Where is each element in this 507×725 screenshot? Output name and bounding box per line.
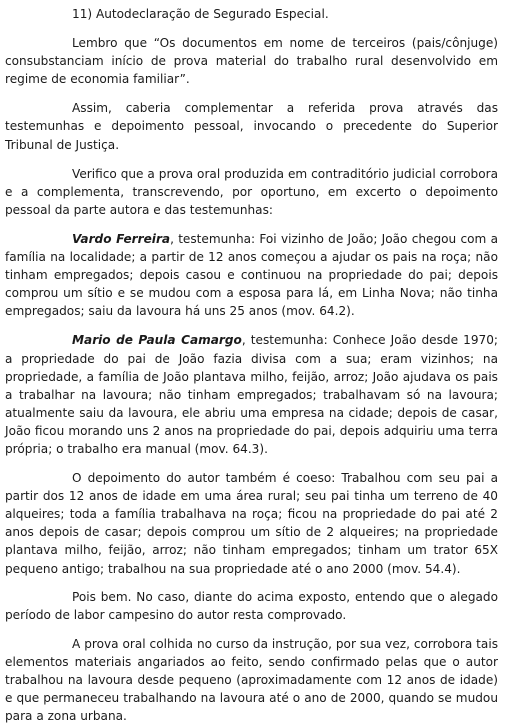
witness-testimony: , testemunha: Foi vizinho de João; João chegou com a família na localidade; a partir de 12 anos começou a ajudar os pais na roça; não tinham empregados; depois casou e continuou na propriedade do pai; depois comprou um sítio e se mudou com a esposa para lá, em Linha Nova; não tinha empregados; saiu da lavoura há uns 25 anos (mov. 64.2). (5, 231, 498, 319)
paragraph-complement-proof: Assim, caberia complementar a referida prova através das testemunhas e depoimento pessoal, invocando o precedente do Superior Tribunal de Justiça. (5, 101, 498, 152)
section-heading: 11) Autodeclaração de Segurado Especial. (72, 7, 329, 21)
paragraph-oral-evidence: Verifico que a prova oral produzida em contraditório judicial corrobora e a complementa, transcrevendo, por oportuno, em excerto o depoimento pessoal da parte autora e das testemunhas: (5, 166, 498, 217)
paragraph-witness-vardo (5, 230, 498, 320)
paragraph-oral-proof-summary: A prova oral colhida no curso da instrução, por sua vez, corrobora tais elementos materiais angariados ao feito, sendo confirmado pelas que o autor trabalhou na lavoura desde pequeno (aproximadamente com 12 anos de idade) e que permaneceu trabalhando na lavoura até o ano de 2000, quando se mudou para a zona urbana. (5, 636, 498, 724)
witness-testimony: , testemunha: Conhece João desde 1970; a propriedade do pai de João fazia divisa com a sua; eram vizinhos; na propriedade, a família de João plantava milho, feijão, arroz; João ajudava os pais a trabalhar na lavoura; não tinham empregados; trabalhavam só na lavoura; atualmente saiu da lavoura, ele abriu uma empresa na cidade; depois de casar, João ficou morando uns 2 anos na propriedade do pai, depois adquiriu uma terra própria; o trabalho era manual (mov. 64.3). (5, 333, 499, 456)
paragraph-conclusion: Pois bem. No caso, diante do acima exposto, entendo que o alegado período de labor campesino do autor resta comprovado. (5, 589, 498, 622)
witness-name: Mario de Paula Camargo (72, 333, 242, 348)
paragraph-witness-mario (5, 331, 498, 458)
witness-name: Vardo Ferreira (72, 231, 171, 246)
paragraph-author-testimony: O depoimento do autor também é coeso: Trabalhou com seu pai a partir dos 12 anos de idade em uma área rural; seu pai tinha um terreno de 40 alqueires; toda a família trabalhava na roça; ficou na propriedade do pai até 2 anos depois de casar; depois comprou um sítio de 2 alqueires; na propriedade plantava milho, feijão, arroz; não tinham empregados; tinham um trator 65X pequeno antigo; trabalhou na sua propriedade até o ano 2000 (mov. 54.4). (5, 471, 498, 576)
paragraph-documents-third-parties: Lembro que “Os documentos em nome de terceiros (pais/cônjuge) consubstanciam início de prova material do trabalho rural desenvolvido em regime de economia familiar”. (5, 36, 498, 87)
